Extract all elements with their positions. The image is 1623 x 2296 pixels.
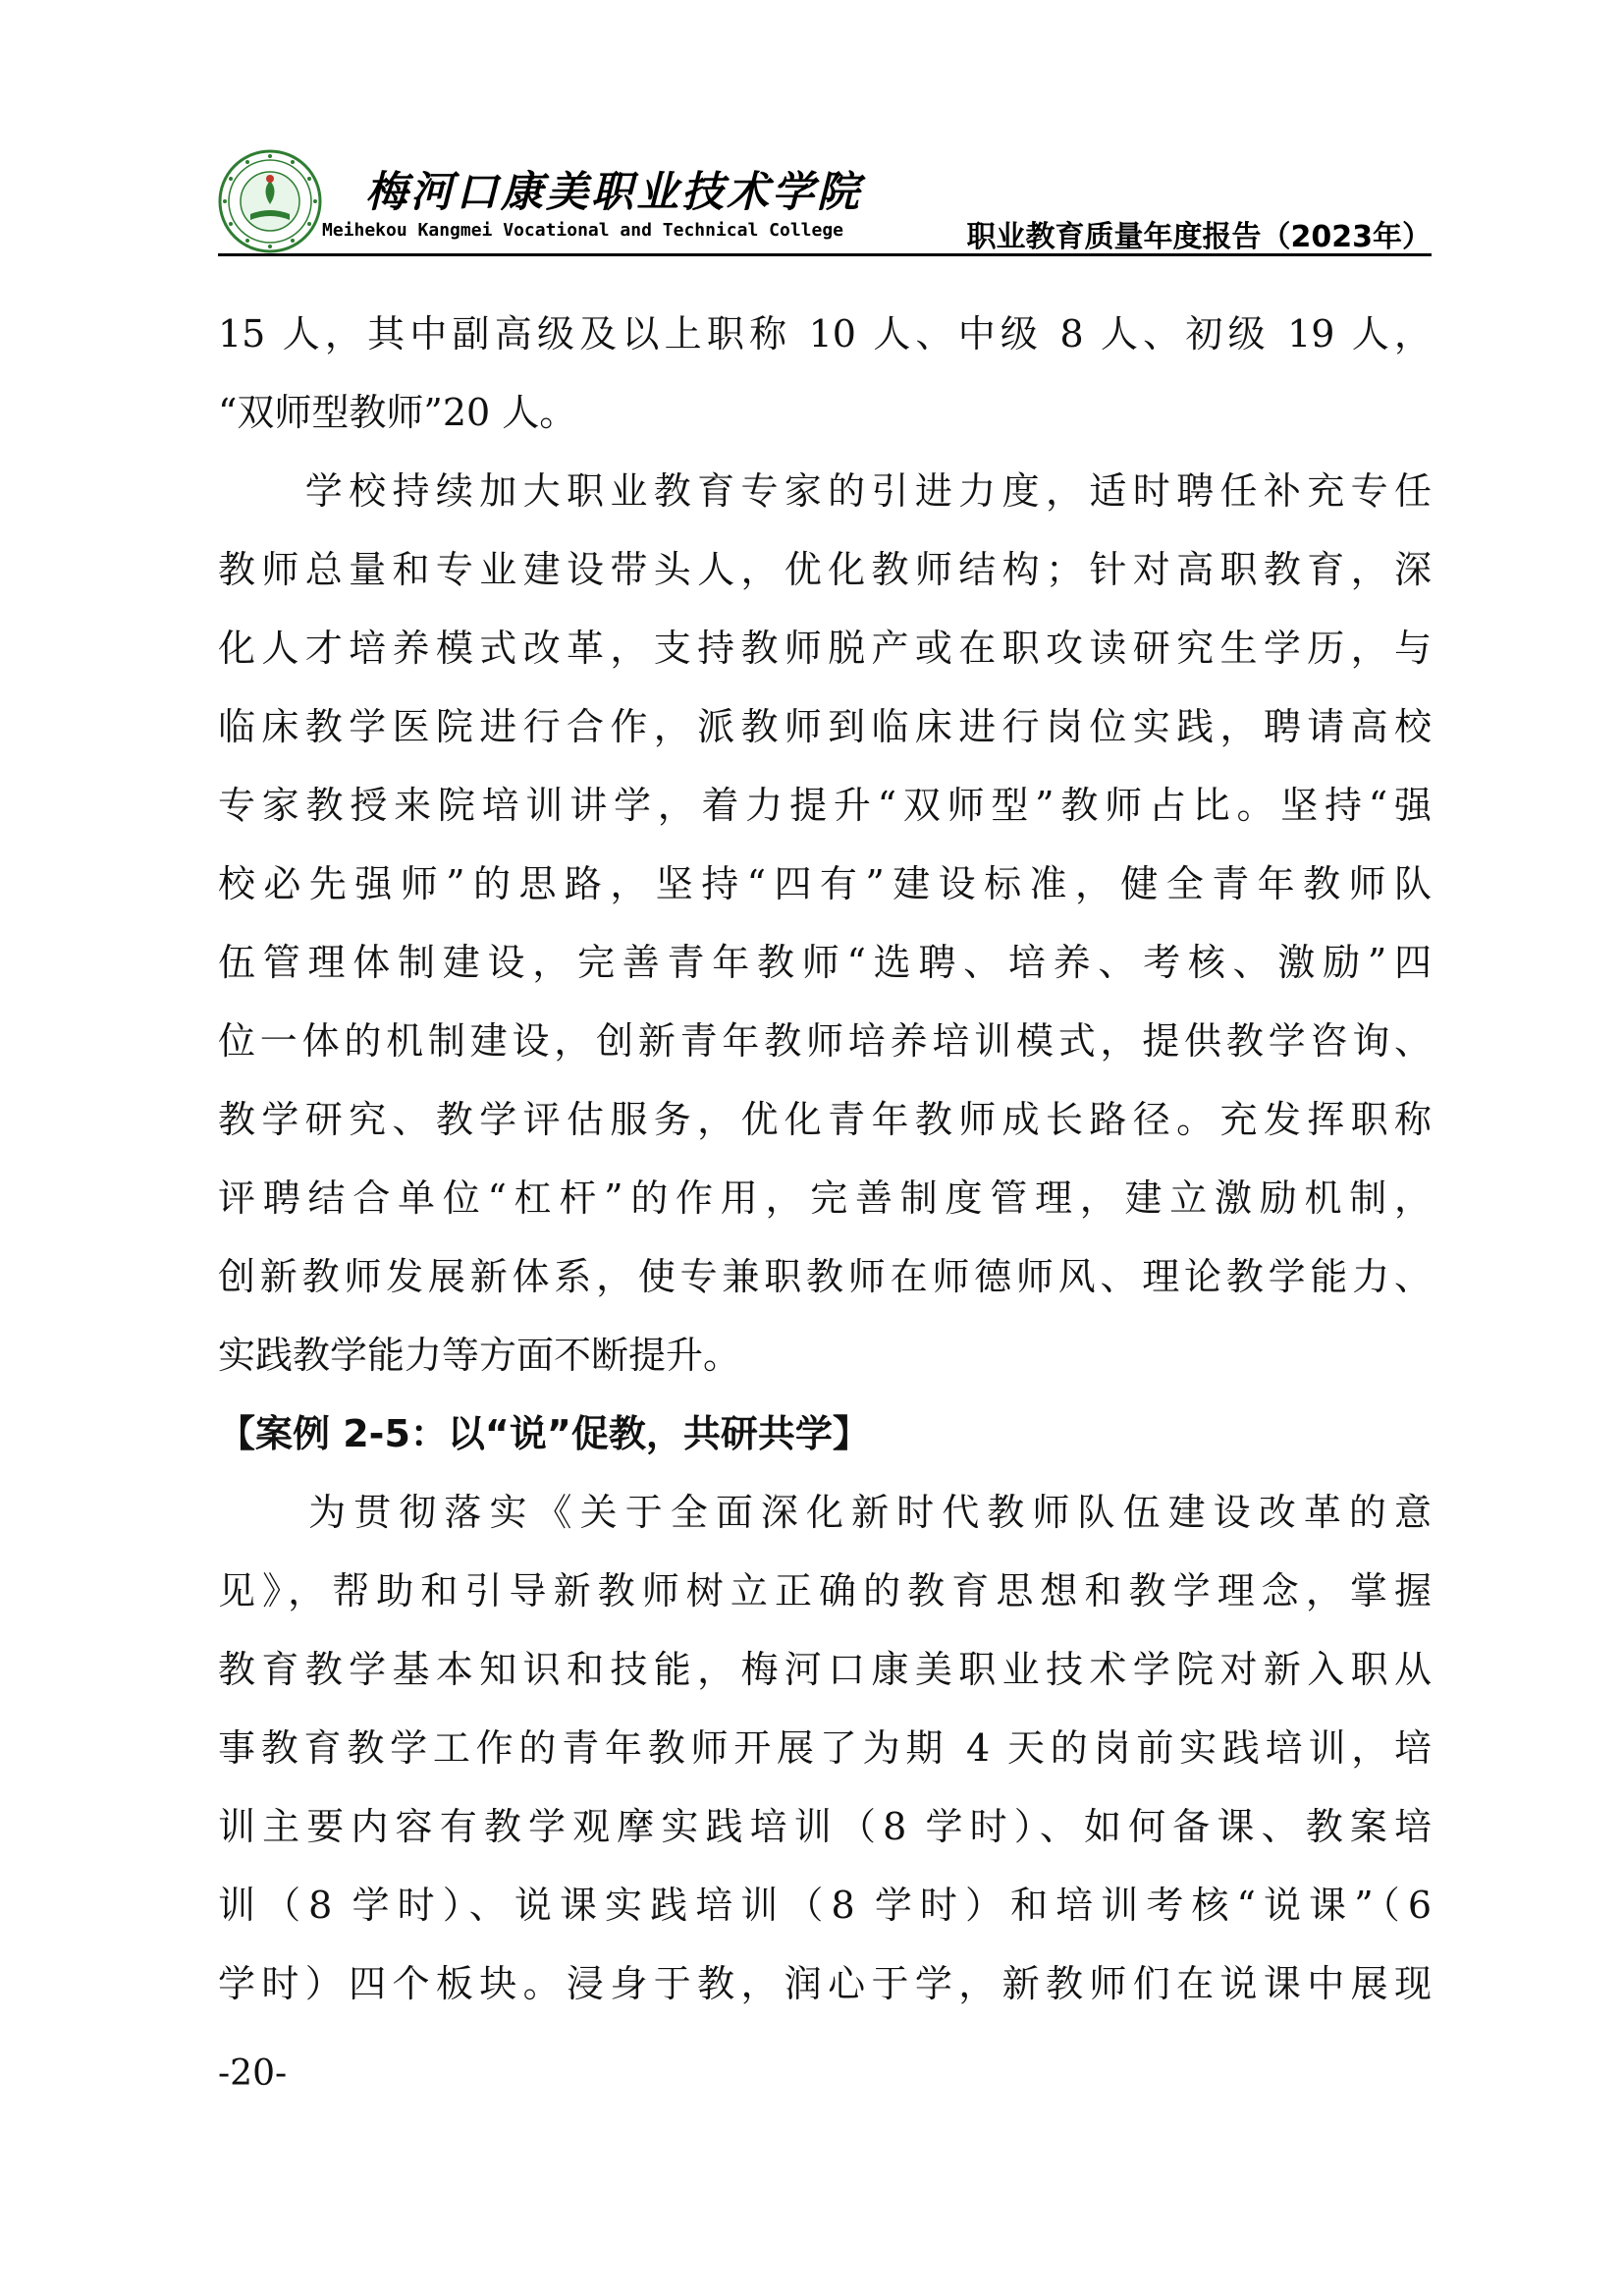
text-line: 化人才培养模式改革，支持教师脱产或在职攻读研究生学历，与 bbox=[218, 627, 1432, 670]
text-line: 临床教学医院进行合作，派教师到临床进行岗位实践，聘请高校 bbox=[218, 705, 1432, 748]
header-divider bbox=[218, 253, 1432, 256]
text-line: 教育教学基本知识和技能，梅河口康美职业技术学院对新入职从 bbox=[218, 1648, 1432, 1691]
case-heading: 【案例 2-5：以“说”促教，共研共学】 bbox=[218, 1412, 870, 1455]
text-line: 学时）四个板块。浸身于教，润心于学，新教师们在说课中展现 bbox=[218, 1962, 1432, 2005]
text-line: 学校持续加大职业教育专家的引进力度，适时聘任补充专任 bbox=[218, 469, 1432, 513]
text-line: 实践教学能力等方面不断提升。 bbox=[218, 1334, 741, 1377]
page-number: -20- bbox=[218, 2053, 288, 2094]
school-name-english: Meihekou Kangmei Vocational and Technical College bbox=[322, 220, 844, 241]
text-line: “双师型教师”20 人。 bbox=[218, 391, 577, 434]
text-line: 15 人，其中副高级及以上职称 10 人、中级 8 人、初级 19 人， bbox=[218, 312, 1432, 355]
text-line: 训（8 学时）、说课实践培训（8 学时）和培训考核“说课”（6 bbox=[218, 1884, 1432, 1927]
text-line: 校必先强师”的思路，坚持“四有”建设标准，健全青年教师队 bbox=[218, 862, 1432, 905]
document-body bbox=[218, 295, 1432, 2023]
text-line: 伍管理体制建设，完善青年教师“选聘、培养、考核、激励”四 bbox=[218, 941, 1432, 984]
text-line: 评聘结合单位“杠杆”的作用，完善制度管理，建立激励机制， bbox=[218, 1176, 1432, 1220]
text-line: 为贯彻落实《关于全面深化新时代教师队伍建设改革的意 bbox=[218, 1491, 1432, 1534]
text-line: 训主要内容有教学观摩实践培训（8 学时）、如何备课、教案培 bbox=[218, 1805, 1432, 1848]
text-line: 专家教授来院培训讲学，着力提升“双师型”教师占比。坚持“强 bbox=[218, 784, 1432, 827]
college-emblem-icon bbox=[218, 149, 322, 253]
page-header bbox=[218, 137, 1432, 255]
text-line: 教学研究、教学评估服务，优化青年教师成长路径。充发挥职称 bbox=[218, 1098, 1432, 1141]
text-line: 事教育教学工作的青年教师开展了为期 4 天的岗前实践培训，培 bbox=[218, 1726, 1432, 1770]
report-title: 职业教育质量年度报告（2023年） bbox=[966, 220, 1432, 254]
text-line: 见》，帮助和引导新教师树立正确的教育思想和教学理念，掌握 bbox=[218, 1569, 1432, 1613]
text-line: 教师总量和专业建设带头人，优化教师结构；针对高职教育，深 bbox=[218, 548, 1432, 591]
text-line: 创新教师发展新体系，使专兼职教师在师德师风、理论教学能力、 bbox=[218, 1255, 1432, 1298]
text-line: 位一体的机制建设，创新青年教师培养培训模式，提供教学咨询、 bbox=[218, 1019, 1432, 1063]
school-name-chinese: 梅河口康美职业技术学院 bbox=[365, 168, 862, 217]
